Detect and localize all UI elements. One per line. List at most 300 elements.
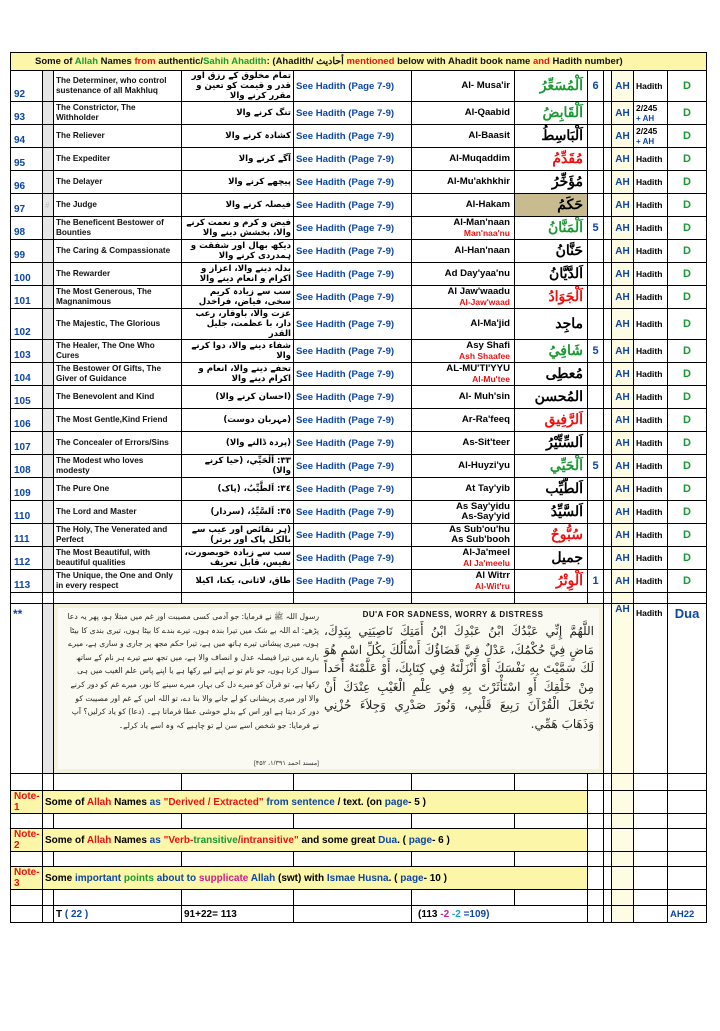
arabic-name: شَافِيُ [515, 340, 588, 363]
blank-cell [604, 814, 612, 829]
see-hadith-link[interactable]: See Hadith (Page 7-9) [294, 217, 412, 240]
table-row [11, 478, 707, 501]
ah-tag: AH [612, 386, 634, 409]
dua-urdu-translation: رسول اللہ ﷺ نے فرمایا: جو آدمی کسی مصیبت اور غم میں مبتلا ہو، پھر یہ دعا پڑھے: اے اللہ بے شک میں تیرا بندہ ہوں، تیرے بندے کا بیٹا ہوں، تیری بندی کا بیٹا ہوں، میری پیشانی تیرے ہاتھ میں ہے، تیرا حکم مجھ پر جاری و ساری ہے، میرے بارے میں تیرا فیصلہ عدل و انصاف والا ہے، میں تجھ سے تیرے ہر نام کے ساتھ سوال کرتا ہوں، جو نام تو نے اپنے لیے رکھا ہے یا اپنے پاس علم الغیب میں ہی رکھا ہے، تو قرآن کو میرے دل کی بہار، میرے سینے کا نور، میرے غم کو دور کرنے والا اور میری پریشانی کو لے جانے والا بنا دے، تو اللہ اس کے غم اور مصیبت کو دور کر دیتا ہے اور اس کے بدلے خوشی عطا فرماتا ہے۔ (دعا) کو یاد کرلیں؟ آپ نے فرمایا: جو شخص اسے سن لے تو چاہیے کہ وہ اسے یاد کرلے۔ [67, 612, 319, 730]
grade-d: D [668, 194, 707, 217]
see-hadith-link[interactable]: See Hadith (Page 7-9) [294, 263, 412, 286]
occurrence-count [588, 263, 604, 286]
row-marker [43, 286, 54, 309]
calc-part: =109) [463, 908, 490, 920]
see-hadith-link[interactable]: See Hadith (Page 7-9) [294, 286, 412, 309]
row-number: 96 [11, 171, 43, 194]
hadith-ref-main: 2/245 [636, 125, 658, 136]
blank-cell [634, 906, 668, 923]
english-meaning: The Majestic, The Glorious [54, 309, 182, 340]
blank-cell [43, 593, 54, 604]
blank-cell [634, 791, 668, 814]
table-row [11, 194, 707, 217]
blank-cell [54, 774, 182, 791]
see-hadith-link[interactable]: See Hadith (Page 7-9) [294, 478, 412, 501]
blank-cell [668, 814, 707, 829]
transliteration-main: Al-Ma'jid [470, 318, 510, 329]
row-marker [43, 240, 54, 263]
note-text-part: as [149, 796, 164, 808]
occurrence-count [588, 501, 604, 524]
see-hadith-link[interactable]: See Hadith (Page 7-9) [294, 547, 412, 570]
urdu-meaning: (ہر نقائص اور عیب سے بالکل پاک اور برتر) [182, 524, 294, 547]
hadith-ref-main: Hadith [636, 154, 663, 164]
hadith-ref [634, 501, 668, 524]
transliteration [412, 71, 515, 102]
occurrence-count [588, 125, 604, 148]
note-row [11, 791, 707, 814]
grade-d: D [668, 363, 707, 386]
blank-cell [588, 814, 604, 829]
table-row [11, 125, 707, 148]
blank-cell [668, 890, 707, 906]
spacer-cell [604, 240, 612, 263]
hadith-ref [634, 455, 668, 478]
blank-row [11, 814, 707, 829]
blank-cell [294, 890, 412, 906]
row-marker [43, 455, 54, 478]
urdu-meaning: سب سے زیادہ کریم سخی، فیاض، فراخدل [182, 286, 294, 309]
english-meaning: The Bestower Of Gifts, The Giver of Guidance [54, 363, 182, 386]
urdu-meaning: (احسان کرنے والا) [182, 386, 294, 409]
hadith-ref-main: Hadith [636, 292, 663, 302]
blank-cell [182, 890, 294, 906]
blank-cell [182, 774, 294, 791]
spacer-cell [604, 125, 612, 148]
blank-cell [43, 906, 54, 923]
blank-cell [294, 906, 412, 923]
transliteration-main: As Say'yidu [455, 501, 510, 512]
transliteration [412, 455, 515, 478]
ah-tag: AH [612, 547, 634, 570]
blank-cell [612, 906, 634, 923]
dua-tag: Dua [668, 604, 707, 774]
blank-cell [43, 890, 54, 906]
hadith-ref-main: Hadith [636, 246, 663, 256]
occurrence-count: 6 [588, 71, 604, 102]
grade-d: D [668, 217, 707, 240]
hadith-ref-main: Hadith [636, 346, 663, 356]
see-hadith-link[interactable]: See Hadith (Page 7-9) [294, 432, 412, 455]
english-meaning: The Holy, The Venerated and Perfect [54, 524, 182, 547]
row-marker [43, 524, 54, 547]
note-text-part: . ( [397, 834, 409, 846]
row-number: 109 [11, 478, 43, 501]
calc-part: (113 [418, 908, 441, 920]
urdu-meaning: عزت والا، باوقار، رعب دار، با عظمت، جلیل القدر [182, 309, 294, 340]
row-marker [43, 604, 54, 774]
transliteration-main: Al- Musa'ir [461, 80, 510, 91]
hadith-ref-main: Hadith [636, 200, 663, 210]
grade-d: D [668, 71, 707, 102]
arabic-name: اَلسَّيِّدُ [515, 501, 588, 524]
arabic-name: اَلْوِتْرُ [515, 570, 588, 593]
ah-tag: AH [612, 604, 634, 774]
ah-tag: AH [612, 570, 634, 593]
see-hadith-link[interactable]: See Hadith (Page 7-9) [294, 102, 412, 125]
table-row [11, 432, 707, 455]
arabic-name: جمیل [515, 547, 588, 570]
hadith-ref [634, 194, 668, 217]
hadith-ref-main: Hadith [636, 392, 663, 402]
blank-cell [634, 890, 668, 906]
note-text-part: Names [111, 834, 150, 846]
hadith-ref-main: Hadith [636, 461, 663, 471]
transliteration [412, 570, 515, 593]
arabic-name: اَلْمَنَّانُ [515, 217, 588, 240]
transliteration-alt: Ash Shaafee [458, 350, 510, 361]
row-number: 100 [11, 263, 43, 286]
row-marker [43, 71, 54, 102]
grade-d: D [668, 409, 707, 432]
hadith-ref [634, 263, 668, 286]
occurrence-count [588, 171, 604, 194]
spacer-cell [604, 524, 612, 547]
blank-cell [604, 829, 612, 852]
blank-cell [612, 852, 634, 867]
urdu-meaning: کشادہ کرنے والا [182, 125, 294, 148]
row-marker [43, 217, 54, 240]
english-meaning: The Most Gentle,Kind Friend [54, 409, 182, 432]
transliteration [412, 171, 515, 194]
hadith-ref [634, 102, 668, 125]
ah-tag: AH [612, 309, 634, 340]
note-text-part: page [384, 796, 409, 808]
transliteration-main: Al- Muh'sin [458, 391, 510, 402]
see-hadith-link[interactable]: See Hadith (Page 7-9) [294, 240, 412, 263]
transliteration [412, 501, 515, 524]
grade-d: D [668, 547, 707, 570]
row-number: 103 [11, 340, 43, 363]
row-marker [43, 363, 54, 386]
grade-d: D [668, 286, 707, 309]
note-text-part: "Derived / Extracted" [163, 796, 264, 808]
see-hadith-link[interactable]: See Hadith (Page 7-9) [294, 194, 412, 217]
allah-names-table [10, 52, 707, 923]
table-row [11, 386, 707, 409]
arabic-name: اَلطَّيِّب [515, 478, 588, 501]
blank-cell [412, 774, 515, 791]
hadith-ref [634, 171, 668, 194]
blank-cell [43, 852, 54, 867]
blank-cell [668, 852, 707, 867]
blank-cell [588, 829, 604, 852]
hadith-ref [634, 71, 668, 102]
urdu-meaning: فیض و کرم و نعمت کرنے والا، بخشش دینے والا [182, 217, 294, 240]
see-hadith-link[interactable]: See Hadith (Page 7-9) [294, 340, 412, 363]
blank-cell [54, 890, 182, 906]
blank-cell [182, 852, 294, 867]
english-meaning: The Beneficent Bestower of Bounties [54, 217, 182, 240]
blank-cell [515, 852, 588, 867]
ah-tag: AH [612, 340, 634, 363]
occurrence-count [588, 309, 604, 340]
occurrence-count [588, 547, 604, 570]
blank-cell [54, 814, 182, 829]
row-marker [43, 501, 54, 524]
arabic-name: اَلْقَابِضُ [515, 102, 588, 125]
transliteration-alt: As Sub'booh [451, 534, 510, 545]
blank-cell [612, 593, 634, 604]
english-meaning: The Pure One [54, 478, 182, 501]
spacer-cell [604, 340, 612, 363]
occurrence-count [588, 478, 604, 501]
ah-tag: AH [612, 102, 634, 125]
row-number: 97 [11, 194, 43, 217]
ah-tag: AH [612, 71, 634, 102]
hadith-ref [634, 363, 668, 386]
table-row [11, 217, 707, 240]
dua-title: DU'A FOR SADNESS, WORRY & DISTRESS [362, 610, 544, 619]
transliteration-main: Ad Day'yaa'nu [444, 268, 510, 279]
grade-d: D [668, 570, 707, 593]
blank-row [11, 852, 707, 867]
note-text-part: Dua [378, 834, 398, 846]
hadith-ref-main: Hadith [636, 553, 663, 563]
row-number: 104 [11, 363, 43, 386]
see-hadith-link[interactable]: See Hadith (Page 7-9) [294, 524, 412, 547]
occurrence-count [588, 363, 604, 386]
see-hadith-link[interactable]: See Hadith (Page 7-9) [294, 501, 412, 524]
hadith-ref: Hadith [634, 604, 668, 774]
note-text-part: - 5 ) [408, 796, 426, 808]
transliteration-main: Al-Baasit [468, 130, 510, 141]
ah-tag: AH [612, 194, 634, 217]
see-hadith-link[interactable]: See Hadith (Page 7-9) [294, 386, 412, 409]
hadith-ref-extra: + AH [636, 113, 655, 123]
see-hadith-link[interactable]: See Hadith (Page 7-9) [294, 570, 412, 593]
transliteration [412, 286, 515, 309]
hadith-ref [634, 240, 668, 263]
urdu-meaning: تمام مخلوق کے رزق اور قدر و قیمت کو تعین و مقرر کرنے والا [182, 71, 294, 102]
arabic-name: اَلْبَاسِطُ [515, 125, 588, 148]
blank-cell [11, 593, 43, 604]
note-text-part: (swt) with [278, 872, 327, 884]
blank-cell [588, 774, 604, 791]
hadith-ref [634, 547, 668, 570]
arabic-name: حَكَمُ [515, 194, 588, 217]
occurrence-count: 5 [588, 217, 604, 240]
arabic-name: اَلْمُسَعِّرُ [515, 71, 588, 102]
row-marker [43, 125, 54, 148]
note-text-part: "Verb- [163, 834, 194, 846]
ah-tag: AH [612, 240, 634, 263]
total-calc [412, 906, 588, 923]
row-number: 106 [11, 409, 43, 432]
note-text-part: Some of [45, 796, 87, 808]
occurrence-count: 5 [588, 455, 604, 478]
row-marker [43, 432, 54, 455]
blank-cell [412, 852, 515, 867]
ah-tag: AH [612, 125, 634, 148]
spacer-cell [604, 363, 612, 386]
note-text-part: from sentence [263, 796, 335, 808]
spacer-cell [604, 478, 612, 501]
table-row [11, 263, 707, 286]
row-number: 112 [11, 547, 43, 570]
hadith-ref-main: Hadith [636, 81, 663, 91]
transliteration [412, 309, 515, 340]
ah-tag: AH [612, 432, 634, 455]
transliteration-alt: Al-Wit'ru [475, 580, 510, 591]
note-text-part: Allah [86, 834, 112, 846]
blank-cell [634, 774, 668, 791]
see-hadith-link[interactable]: See Hadith (Page 7-9) [294, 171, 412, 194]
arabic-name: ماجِد [515, 309, 588, 340]
blank-cell [412, 890, 515, 906]
blank-cell [294, 852, 412, 867]
see-hadith-link[interactable]: See Hadith (Page 7-9) [294, 363, 412, 386]
english-meaning: The Modest who loves modesty [54, 455, 182, 478]
blank-cell [668, 829, 707, 852]
see-hadith-link[interactable]: See Hadith (Page 7-9) [294, 148, 412, 171]
urdu-meaning: تنگ کرنے والا [182, 102, 294, 125]
hadith-ref-main: Hadith [636, 223, 663, 233]
blank-cell [588, 867, 604, 890]
blank-cell [412, 814, 515, 829]
note-text-part: Ismae Husna [326, 872, 389, 884]
blank-cell [604, 774, 612, 791]
ah-tag: AH [612, 363, 634, 386]
hadith-ref-main: Hadith [636, 507, 663, 517]
urdu-meaning: طاق، لاثانی، یکتا، اکیلا [182, 570, 294, 593]
see-hadith-link[interactable]: See Hadith (Page 7-9) [294, 309, 412, 340]
urdu-meaning: (مہربان دوست) [182, 409, 294, 432]
blank-cell [588, 852, 604, 867]
note-text-part: points [123, 872, 157, 884]
transliteration [412, 148, 515, 171]
transliteration [412, 340, 515, 363]
spacer-cell [604, 386, 612, 409]
see-hadith-link[interactable]: See Hadith (Page 7-9) [294, 409, 412, 432]
row-marker [43, 148, 54, 171]
see-hadith-link[interactable]: See Hadith (Page 7-9) [294, 71, 412, 102]
hadith-ref-main: Hadith [636, 177, 663, 187]
spacer-cell [604, 409, 612, 432]
english-meaning: The Most Beautiful, with beautiful qualities [54, 547, 182, 570]
transliteration-main: AL-MU'TI'YYU [446, 362, 510, 374]
occurrence-count [588, 432, 604, 455]
note-text-part: Allah [250, 872, 279, 884]
grade-d: D [668, 240, 707, 263]
row-number: 94 [11, 125, 43, 148]
spacer-cell [604, 217, 612, 240]
table-row [11, 409, 707, 432]
grade-d: D [668, 455, 707, 478]
english-meaning: The Judge [54, 194, 182, 217]
hadith-ref [634, 478, 668, 501]
urdu-meaning: بدلہ دینے والا، اعزاز و اکرام و انعام دینے والا [182, 263, 294, 286]
transliteration-main: Al Jaw'waadu [447, 285, 510, 297]
grade-d: D [668, 501, 707, 524]
blank-cell [515, 890, 588, 906]
english-meaning: The Benevolent and Kind [54, 386, 182, 409]
hadith-ref [634, 125, 668, 148]
occurrence-count [588, 409, 604, 432]
calc-part: -2 [451, 908, 464, 920]
hadith-ref [634, 309, 668, 340]
grade-d: D [668, 102, 707, 125]
spacer-cell [604, 604, 612, 774]
occurrence-count [588, 240, 604, 263]
blank-cell [668, 774, 707, 791]
row-marker [43, 478, 54, 501]
occurrence-count [588, 386, 604, 409]
urdu-meaning: دیکھ بھال اور شفقت و ہمدردی کرنے والا [182, 240, 294, 263]
note-text-part: transitive [193, 834, 238, 846]
spacer-cell [604, 455, 612, 478]
blank-cell [294, 774, 412, 791]
note-text-part: Some [45, 872, 76, 884]
row-number: 105 [11, 386, 43, 409]
spacer-cell [604, 263, 612, 286]
hadith-ref [634, 286, 668, 309]
transliteration-main: At Tay'yib [465, 483, 510, 494]
blank-cell [668, 593, 707, 604]
blank-cell [43, 814, 54, 829]
see-hadith-link[interactable]: See Hadith (Page 7-9) [294, 455, 412, 478]
blank-cell [668, 867, 707, 890]
transliteration-main: Al Witrr [475, 569, 510, 581]
blank-cell [612, 890, 634, 906]
arabic-name: اَلْجَوَادُ [515, 286, 588, 309]
note-row [11, 829, 707, 852]
transliteration-main: Al-Mu'akhkhir [446, 176, 510, 187]
spacer-cell [604, 194, 612, 217]
totals-row [11, 906, 707, 923]
dua-reference: [مسند احمد ۱/۳۹۱، ۴۵۲] [253, 760, 319, 767]
ah-tag: AH [612, 501, 634, 524]
hadith-ref [634, 432, 668, 455]
blank-cell [634, 829, 668, 852]
table-row [11, 240, 707, 263]
note-text [43, 867, 588, 890]
arabic-name: اَلْحَيِّي [515, 455, 588, 478]
arabic-name: اَلدَّيَّانُ [515, 263, 588, 286]
occurrence-count: 5 [588, 340, 604, 363]
row-marker [43, 263, 54, 286]
transliteration-main: Asy Shafi [466, 339, 510, 351]
see-hadith-link[interactable]: See Hadith (Page 7-9) [294, 125, 412, 148]
grade-d: D [668, 524, 707, 547]
transliteration [412, 263, 515, 286]
blank-cell [515, 593, 588, 604]
ah-tag: AH [612, 148, 634, 171]
transliteration [412, 409, 515, 432]
note-text-part: - 6 ) [432, 834, 450, 846]
blank-cell [634, 852, 668, 867]
note-text-part: /intransitive" [237, 834, 299, 846]
spacer-cell [604, 309, 612, 340]
hadith-ref-main: Hadith [636, 319, 663, 329]
arabic-name: مُؤَخِّرُ [515, 171, 588, 194]
transliteration-main: As Sub'ou'hu [448, 524, 510, 535]
note-text-part: Some of [45, 834, 87, 846]
dua-arabic-text: اللَّهُمَّ إِنِّي عَبْدُكَ ابْنُ عَبْدِكَ ابْنُ أَمَتِكَ نَاصِيَتِي بِيَدِكَ، مَاضٍ فِيَّ حُكْمُكَ، عَدْلٌ فِيَّ قَضَاؤُكَ أَسْأَلُكَ بِكُلِّ اسْمٍ هُوَ لَكَ سَمَّيْتَ بِهِ نَفْسَكَ أَوْ أَنْزَلْتَهُ فِي كِتَابِكَ، أَوْ عَلَّمْتَهُ أَحَداً مِنْ خَلْقِكَ أَوِ اسْتَأْثَرْتَ بِهِ فِي عِلْمِ الْغَيْبِ عِنْدَكَ أَنْ تَجْعَلَ الْقُرْآنَ رَبِيعَ قَلْبِي، وَنُورَ صَدْرِي وَجِلاَءَ حُزْنِي وَذَهَابَ هَمِّي. [324, 624, 594, 731]
grade-d: D [668, 125, 707, 148]
row-marker [43, 570, 54, 593]
arabic-name: المُحسن [515, 386, 588, 409]
spacer-cell [604, 148, 612, 171]
blank-cell [11, 890, 43, 906]
row-number: 92 [11, 71, 43, 102]
row-marker [43, 102, 54, 125]
spacer-cell [604, 501, 612, 524]
